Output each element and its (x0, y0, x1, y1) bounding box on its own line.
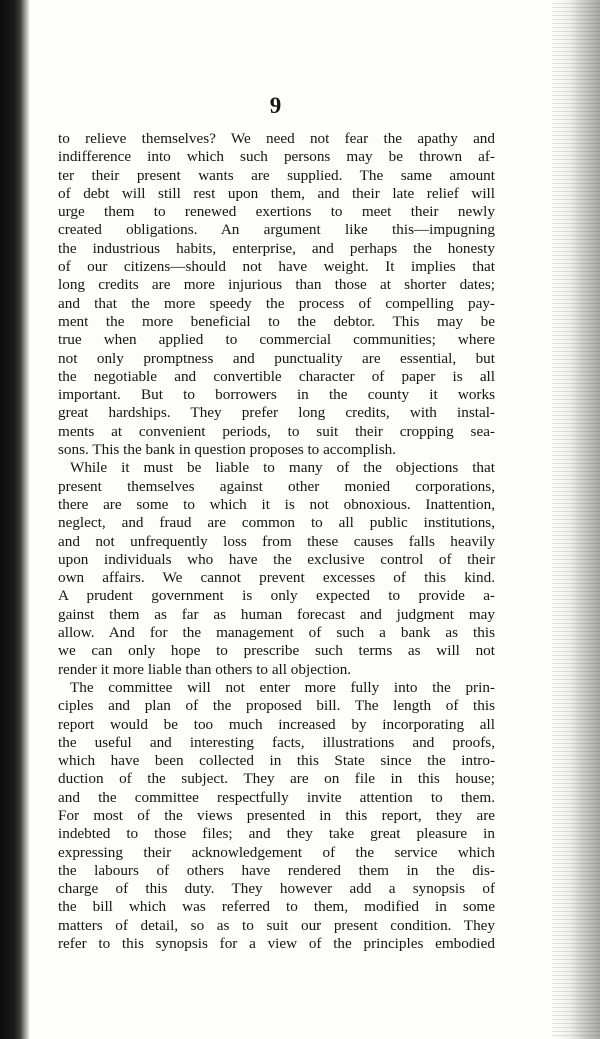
text-line: present themselves against other monied corporations, (58, 477, 495, 495)
text-line: great hardships. They prefer long credits, with instal- (58, 404, 495, 422)
text-line: duction of the subject. They are on file in this house; (58, 770, 495, 788)
text-line: and not unfrequently loss from these causes falls heavily (58, 532, 495, 550)
text-line: ments at convenient periods, to suit their cropping sea- (58, 422, 495, 440)
text-line: the labours of others have rendered them in the dis- (58, 861, 495, 879)
text-line: true when applied to commercial communities; where (58, 331, 495, 349)
text-line: allow. And for the management of such a bank as this (58, 624, 495, 642)
text-line: own affairs. We cannot prevent excesses of this kind. (58, 569, 495, 587)
text-line: A prudent government is only expected to provide a- (58, 587, 495, 605)
text-line: ment the more beneficial to the debtor. This may be (58, 312, 495, 330)
text-line: upon individuals who have the exclusive control of their (58, 550, 495, 568)
text-line: of our citizens—should not have weight. It implies that (58, 258, 495, 276)
text-line: the useful and interesting facts, illustrations and proofs, (58, 733, 495, 751)
text-line: refer to this synopsis for a view of the principles embodied (58, 935, 495, 953)
text-line: to relieve themselves? We need not fear the apathy and (58, 130, 495, 147)
text-line: the industrious habits, enterprise, and perhaps the honesty (58, 239, 495, 257)
text-line: gainst them as far as human forecast and judgment may (58, 605, 495, 623)
text-line: render it more liable than others to all objection. (58, 660, 352, 678)
body-text (58, 130, 495, 953)
text-line: matters of detail, so as to suit our present condition. They (58, 916, 495, 934)
text-line: long credits are more injurious than those at shorter dates; (58, 276, 495, 294)
text-line: report would be too much increased by incorporating all (58, 715, 495, 733)
page-edge-shadow (552, 0, 600, 1039)
text-line: which have been collected in this State since the intro- (58, 752, 495, 770)
page-gutter-shadow (0, 0, 30, 1039)
text-line: urge them to renewed exertions to meet their newly (58, 203, 495, 221)
text-line: important. But to borrowers in the county it works (58, 386, 495, 404)
text-line: created obligations. An argument like this—impugning (58, 221, 495, 239)
text-line: neglect, and fraud are common to all public institutions, (58, 514, 495, 532)
page-number: 9 (269, 93, 283, 118)
text-line: and the committee respectfully invite attention to them. (58, 788, 495, 806)
text-line: For most of the views presented in this report, they are (58, 806, 495, 824)
text-line: we can only hope to prescribe such terms as will not (58, 642, 495, 660)
text-line: sons. This the bank in question proposes to accomplish. (58, 441, 397, 459)
paragraph-first-line: While it must be liable to many of the objections that (70, 459, 495, 477)
text-line: indifference into which such persons may be thrown af- (58, 148, 495, 166)
text-line: the negotiable and convertible character of paper is all (58, 367, 495, 385)
text-line: and that the more speedy the process of compelling pay- (58, 294, 495, 312)
text-line: indebted to those files; and they take great pleasure in (58, 825, 495, 843)
text-line: there are some to which it is not obnoxious. Inattention, (58, 495, 495, 513)
text-line: charge of this duty. They however add a synopsis of (58, 880, 495, 898)
paragraph-first-line: The committee will not enter more fully into the prin- (70, 678, 495, 696)
text-line: ter their present wants are supplied. The same amount (58, 166, 495, 184)
text-line: of debt will still rest upon them, and their late relief will (58, 184, 495, 202)
text-line: ciples and plan of the proposed bill. The length of this (58, 697, 495, 715)
text-line: not only promptness and punctuality are essential, but (58, 349, 495, 367)
text-line: the bill which was referred to them, modified in some (58, 898, 495, 916)
text-line: expressing their acknowledgement of the service which (58, 843, 495, 861)
